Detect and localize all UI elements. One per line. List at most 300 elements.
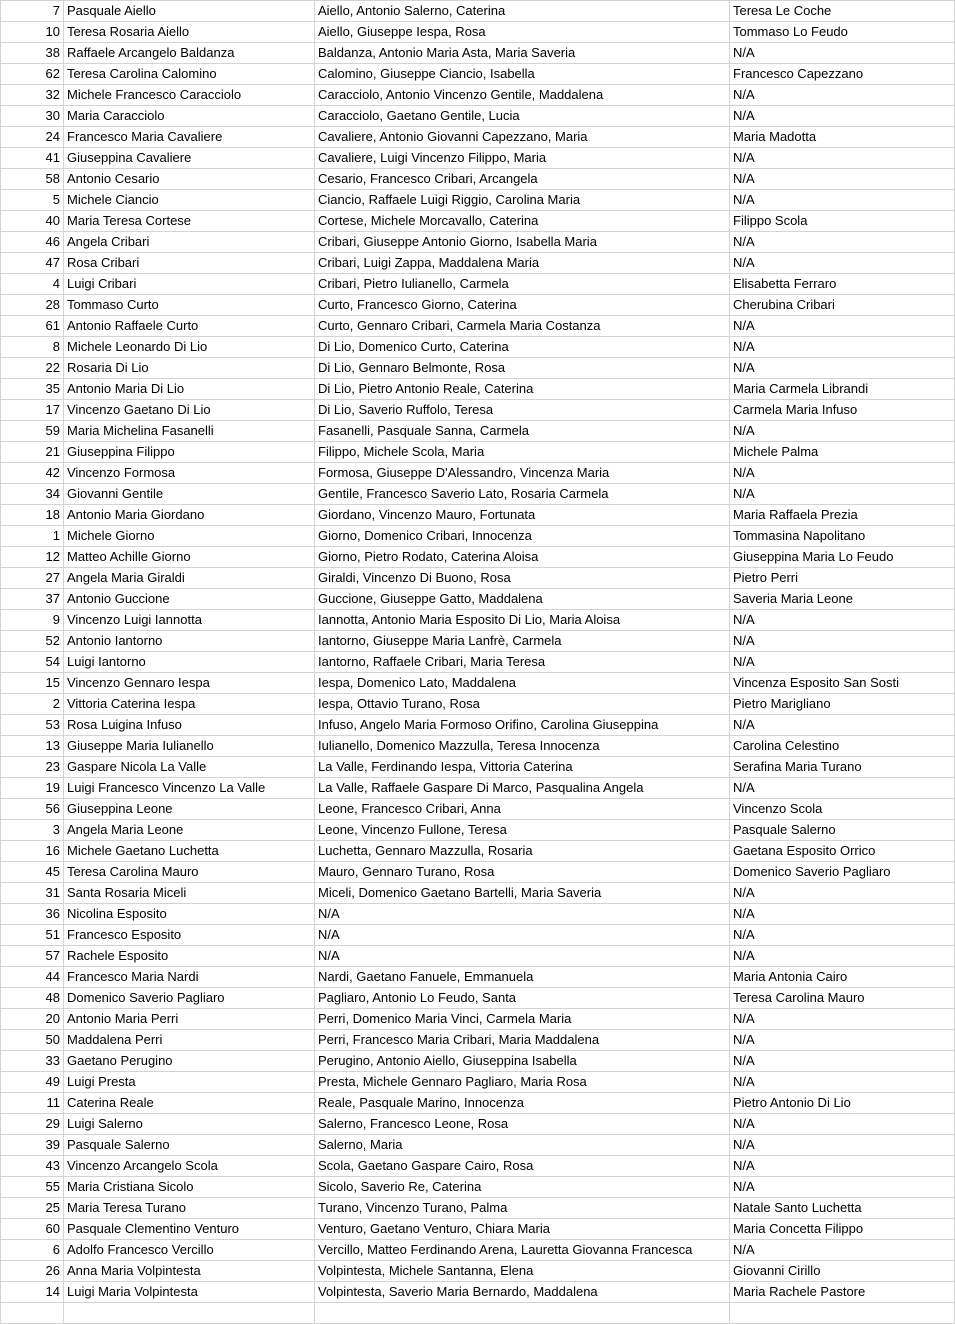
- cell-name[interactable]: [64, 1303, 315, 1324]
- cell-spouse[interactable]: N/A: [730, 631, 955, 652]
- cell-spouse[interactable]: N/A: [730, 1051, 955, 1072]
- cell-id[interactable]: 11: [1, 1093, 64, 1114]
- cell-parents[interactable]: Iespa, Ottavio Turano, Rosa: [315, 694, 730, 715]
- cell-spouse[interactable]: N/A: [730, 883, 955, 904]
- cell-id[interactable]: 12: [1, 547, 64, 568]
- cell-parents[interactable]: Venturo, Gaetano Venturo, Chiara Maria: [315, 1219, 730, 1240]
- table-row: [1, 820, 955, 841]
- cell-parents[interactable]: Reale, Pasquale Marino, Innocenza: [315, 1093, 730, 1114]
- cell-parents[interactable]: Aiello, Giuseppe Iespa, Rosa: [315, 22, 730, 43]
- cell-id[interactable]: 52: [1, 631, 64, 652]
- cell-id[interactable]: 51: [1, 925, 64, 946]
- table-row: [1, 1, 955, 22]
- cell-parents[interactable]: Turano, Vincenzo Turano, Palma: [315, 1198, 730, 1219]
- cell-name[interactable]: Antonio Cesario: [64, 169, 315, 190]
- cell-parents[interactable]: N/A: [315, 946, 730, 967]
- cell-name[interactable]: Francesco Maria Cavaliere: [64, 127, 315, 148]
- cell-id[interactable]: 2: [1, 694, 64, 715]
- cell-parents[interactable]: Gentile, Francesco Saverio Lato, Rosaria Carmela: [315, 484, 730, 505]
- cell-spouse[interactable]: N/A: [730, 106, 955, 127]
- cell-parents[interactable]: Giorno, Domenico Cribari, Innocenza: [315, 526, 730, 547]
- cell-id[interactable]: 6: [1, 1240, 64, 1261]
- cell-name[interactable]: Michele Gaetano Luchetta: [64, 841, 315, 862]
- cell-spouse[interactable]: N/A: [730, 148, 955, 169]
- cell-name[interactable]: Giovanni Gentile: [64, 484, 315, 505]
- cell-id[interactable]: 49: [1, 1072, 64, 1093]
- cell-parents[interactable]: Luchetta, Gennaro Mazzulla, Rosaria: [315, 841, 730, 862]
- cell-name[interactable]: Angela Maria Leone: [64, 820, 315, 841]
- table-row: [1, 232, 955, 253]
- cell-id[interactable]: 26: [1, 1261, 64, 1282]
- cell-spouse[interactable]: Giuseppina Maria Lo Feudo: [730, 547, 955, 568]
- cell-spouse[interactable]: N/A: [730, 421, 955, 442]
- cell-id[interactable]: 1: [1, 526, 64, 547]
- cell-name[interactable]: Maria Michelina Fasanelli: [64, 421, 315, 442]
- cell-id[interactable]: 13: [1, 736, 64, 757]
- cell-spouse[interactable]: N/A: [730, 946, 955, 967]
- table-row: [1, 463, 955, 484]
- cell-id[interactable]: 34: [1, 484, 64, 505]
- cell-parents[interactable]: Cavaliere, Antonio Giovanni Capezzano, Maria: [315, 127, 730, 148]
- cell-id[interactable]: 21: [1, 442, 64, 463]
- cell-spouse[interactable]: Tommasina Napolitano: [730, 526, 955, 547]
- cell-name[interactable]: Angela Maria Giraldi: [64, 568, 315, 589]
- cell-spouse[interactable]: N/A: [730, 1030, 955, 1051]
- cell-parents[interactable]: Sicolo, Saverio Re, Caterina: [315, 1177, 730, 1198]
- cell-spouse[interactable]: N/A: [730, 190, 955, 211]
- cell-parents[interactable]: Volpintesta, Saverio Maria Bernardo, Maddalena: [315, 1282, 730, 1303]
- table-row: [1, 673, 955, 694]
- cell-parents[interactable]: Volpintesta, Michele Santanna, Elena: [315, 1261, 730, 1282]
- cell-name[interactable]: Teresa Carolina Mauro: [64, 862, 315, 883]
- cell-spouse[interactable]: N/A: [730, 1009, 955, 1030]
- cell-id[interactable]: 4: [1, 274, 64, 295]
- table-row: [1, 1135, 955, 1156]
- cell-id[interactable]: 19: [1, 778, 64, 799]
- cell-name[interactable]: Vincenzo Formosa: [64, 463, 315, 484]
- table-row: [1, 274, 955, 295]
- cell-spouse[interactable]: Gaetana Esposito Orrico: [730, 841, 955, 862]
- cell-id[interactable]: 22: [1, 358, 64, 379]
- table-row: [1, 715, 955, 736]
- cell-id[interactable]: 45: [1, 862, 64, 883]
- cell-name[interactable]: Maddalena Perri: [64, 1030, 315, 1051]
- cell-spouse[interactable]: N/A: [730, 253, 955, 274]
- cell-id[interactable]: 24: [1, 127, 64, 148]
- cell-name[interactable]: Antonio Guccione: [64, 589, 315, 610]
- cell-parents[interactable]: Giorno, Pietro Rodato, Caterina Aloisa: [315, 547, 730, 568]
- cell-name[interactable]: Luigi Francesco Vincenzo La Valle: [64, 778, 315, 799]
- cell-name[interactable]: Santa Rosaria Miceli: [64, 883, 315, 904]
- cell-name[interactable]: Maria Teresa Turano: [64, 1198, 315, 1219]
- cell-spouse[interactable]: Cherubina Cribari: [730, 295, 955, 316]
- cell-spouse[interactable]: Natale Santo Luchetta: [730, 1198, 955, 1219]
- cell-id[interactable]: 39: [1, 1135, 64, 1156]
- cell-parents[interactable]: Perri, Francesco Maria Cribari, Maria Maddalena: [315, 1030, 730, 1051]
- table-row: [1, 778, 955, 799]
- cell-name[interactable]: Vittoria Caterina Iespa: [64, 694, 315, 715]
- cell-spouse[interactable]: Pietro Perri: [730, 568, 955, 589]
- cell-name[interactable]: Luigi Iantorno: [64, 652, 315, 673]
- cell-spouse[interactable]: Pasquale Salerno: [730, 820, 955, 841]
- cell-parents[interactable]: Filippo, Michele Scola, Maria: [315, 442, 730, 463]
- table-row: [1, 841, 955, 862]
- cell-parents[interactable]: Iespa, Domenico Lato, Maddalena: [315, 673, 730, 694]
- table-row: [1, 316, 955, 337]
- table-row: [1, 505, 955, 526]
- cell-spouse[interactable]: Serafina Maria Turano: [730, 757, 955, 778]
- cell-parents[interactable]: Calomino, Giuseppe Ciancio, Isabella: [315, 64, 730, 85]
- cell-parents[interactable]: La Valle, Raffaele Gaspare Di Marco, Pasqualina Angela: [315, 778, 730, 799]
- cell-parents[interactable]: Iulianello, Domenico Mazzulla, Teresa Innocenza: [315, 736, 730, 757]
- cell-parents[interactable]: Fasanelli, Pasquale Sanna, Carmela: [315, 421, 730, 442]
- cell-id[interactable]: 35: [1, 379, 64, 400]
- cell-name[interactable]: Michele Francesco Caracciolo: [64, 85, 315, 106]
- cell-spouse[interactable]: Elisabetta Ferraro: [730, 274, 955, 295]
- cell-name[interactable]: Rosaria Di Lio: [64, 358, 315, 379]
- cell-spouse[interactable]: N/A: [730, 1156, 955, 1177]
- cell-id[interactable]: 60: [1, 1219, 64, 1240]
- cell-id[interactable]: 43: [1, 1156, 64, 1177]
- cell-spouse[interactable]: Maria Madotta: [730, 127, 955, 148]
- cell-spouse[interactable]: N/A: [730, 1240, 955, 1261]
- cell-spouse[interactable]: Teresa Carolina Mauro: [730, 988, 955, 1009]
- cell-parents[interactable]: Caracciolo, Gaetano Gentile, Lucia: [315, 106, 730, 127]
- cell-name[interactable]: Tommaso Curto: [64, 295, 315, 316]
- cell-name[interactable]: Vincenzo Gennaro Iespa: [64, 673, 315, 694]
- cell-name[interactable]: Raffaele Arcangelo Baldanza: [64, 43, 315, 64]
- table-row: [1, 442, 955, 463]
- cell-parents[interactable]: Infuso, Angelo Maria Formoso Orifino, Carolina Giuseppina: [315, 715, 730, 736]
- cell-spouse[interactable]: Saveria Maria Leone: [730, 589, 955, 610]
- cell-spouse[interactable]: Maria Antonia Cairo: [730, 967, 955, 988]
- cell-id[interactable]: 58: [1, 169, 64, 190]
- cell-parents[interactable]: Giordano, Vincenzo Mauro, Fortunata: [315, 505, 730, 526]
- cell-name[interactable]: Vincenzo Arcangelo Scola: [64, 1156, 315, 1177]
- table-row: [1, 1051, 955, 1072]
- cell-id[interactable]: 14: [1, 1282, 64, 1303]
- cell-name[interactable]: Teresa Carolina Calomino: [64, 64, 315, 85]
- cell-spouse[interactable]: N/A: [730, 484, 955, 505]
- cell-id[interactable]: 61: [1, 316, 64, 337]
- cell-name[interactable]: Antonio Maria Giordano: [64, 505, 315, 526]
- cell-parents[interactable]: Curto, Francesco Giorno, Caterina: [315, 295, 730, 316]
- cell-spouse[interactable]: Filippo Scola: [730, 211, 955, 232]
- table-row: [1, 631, 955, 652]
- cell-id[interactable]: 48: [1, 988, 64, 1009]
- cell-id[interactable]: 8: [1, 337, 64, 358]
- cell-spouse[interactable]: Vincenza Esposito San Sosti: [730, 673, 955, 694]
- cell-spouse[interactable]: N/A: [730, 1072, 955, 1093]
- cell-parents[interactable]: Di Lio, Saverio Ruffolo, Teresa: [315, 400, 730, 421]
- table-row: [1, 211, 955, 232]
- table-row: [1, 862, 955, 883]
- cell-name[interactable]: Luigi Cribari: [64, 274, 315, 295]
- cell-name[interactable]: Maria Caracciolo: [64, 106, 315, 127]
- cell-parents[interactable]: Leone, Francesco Cribari, Anna: [315, 799, 730, 820]
- cell-id[interactable]: 32: [1, 85, 64, 106]
- table-row: [1, 1240, 955, 1261]
- cell-id[interactable]: 17: [1, 400, 64, 421]
- cell-parents[interactable]: Perri, Domenico Maria Vinci, Carmela Maria: [315, 1009, 730, 1030]
- cell-name[interactable]: Adolfo Francesco Vercillo: [64, 1240, 315, 1261]
- cell-id[interactable]: 9: [1, 610, 64, 631]
- cell-id[interactable]: 5: [1, 190, 64, 211]
- cell-parents[interactable]: Iantorno, Giuseppe Maria Lanfrè, Carmela: [315, 631, 730, 652]
- cell-id[interactable]: 46: [1, 232, 64, 253]
- cell-parents[interactable]: Guccione, Giuseppe Gatto, Maddalena: [315, 589, 730, 610]
- table-row: [1, 799, 955, 820]
- cell-spouse[interactable]: N/A: [730, 316, 955, 337]
- cell-parents[interactable]: Cortese, Michele Morcavallo, Caterina: [315, 211, 730, 232]
- cell-id[interactable]: 37: [1, 589, 64, 610]
- cell-name[interactable]: Giuseppina Cavaliere: [64, 148, 315, 169]
- cell-spouse[interactable]: N/A: [730, 652, 955, 673]
- table-row: [1, 1093, 955, 1114]
- cell-id[interactable]: [1, 1303, 64, 1324]
- table-row: [1, 1198, 955, 1219]
- table-row: [1, 925, 955, 946]
- cell-id[interactable]: 16: [1, 841, 64, 862]
- table-row: [1, 1009, 955, 1030]
- cell-spouse[interactable]: Carmela Maria Infuso: [730, 400, 955, 421]
- cell-id[interactable]: 38: [1, 43, 64, 64]
- cell-name[interactable]: Rachele Esposito: [64, 946, 315, 967]
- cell-parents[interactable]: Leone, Vincenzo Fullone, Teresa: [315, 820, 730, 841]
- cell-spouse[interactable]: Maria Raffaela Prezia: [730, 505, 955, 526]
- cell-id[interactable]: 15: [1, 673, 64, 694]
- table-row: [1, 1282, 955, 1303]
- cell-spouse[interactable]: N/A: [730, 337, 955, 358]
- table-row: [1, 1030, 955, 1051]
- table-row: [1, 547, 955, 568]
- cell-parents[interactable]: Cavaliere, Luigi Vincenzo Filippo, Maria: [315, 148, 730, 169]
- cell-spouse[interactable]: Michele Palma: [730, 442, 955, 463]
- cell-parents[interactable]: Di Lio, Domenico Curto, Caterina: [315, 337, 730, 358]
- cell-spouse[interactable]: N/A: [730, 1177, 955, 1198]
- table-row: [1, 1219, 955, 1240]
- cell-id[interactable]: 7: [1, 1, 64, 22]
- cell-spouse[interactable]: Pietro Antonio Di Lio: [730, 1093, 955, 1114]
- cell-spouse[interactable]: Teresa Le Coche: [730, 1, 955, 22]
- cell-spouse[interactable]: N/A: [730, 463, 955, 484]
- cell-parents[interactable]: Presta, Michele Gennaro Pagliaro, Maria Rosa: [315, 1072, 730, 1093]
- cell-name[interactable]: Caterina Reale: [64, 1093, 315, 1114]
- cell-id[interactable]: 23: [1, 757, 64, 778]
- cell-spouse[interactable]: N/A: [730, 358, 955, 379]
- cell-id[interactable]: 28: [1, 295, 64, 316]
- cell-spouse[interactable]: N/A: [730, 43, 955, 64]
- cell-parents[interactable]: Aiello, Antonio Salerno, Caterina: [315, 1, 730, 22]
- table-row: [1, 190, 955, 211]
- cell-name[interactable]: Antonio Maria Perri: [64, 1009, 315, 1030]
- cell-parents[interactable]: Formosa, Giuseppe D'Alessandro, Vincenza Maria: [315, 463, 730, 484]
- cell-spouse[interactable]: Vincenzo Scola: [730, 799, 955, 820]
- cell-spouse[interactable]: Maria Carmela Librandi: [730, 379, 955, 400]
- cell-name[interactable]: Teresa Rosaria Aiello: [64, 22, 315, 43]
- cell-name[interactable]: Francesco Maria Nardi: [64, 967, 315, 988]
- table-row: [1, 43, 955, 64]
- cell-parents[interactable]: Salerno, Maria: [315, 1135, 730, 1156]
- cell-name[interactable]: Luigi Salerno: [64, 1114, 315, 1135]
- cell-spouse[interactable]: Pietro Marigliano: [730, 694, 955, 715]
- cell-name[interactable]: Giuseppina Leone: [64, 799, 315, 820]
- cell-parents[interactable]: Baldanza, Antonio Maria Asta, Maria Saveria: [315, 43, 730, 64]
- table-row: [1, 106, 955, 127]
- cell-name[interactable]: Michele Leonardo Di Lio: [64, 337, 315, 358]
- cell-spouse[interactable]: N/A: [730, 904, 955, 925]
- cell-name[interactable]: Maria Teresa Cortese: [64, 211, 315, 232]
- cell-parents[interactable]: Cribari, Luigi Zappa, Maddalena Maria: [315, 253, 730, 274]
- cell-id[interactable]: 29: [1, 1114, 64, 1135]
- cell-parents[interactable]: Iannotta, Antonio Maria Esposito Di Lio, Maria Aloisa: [315, 610, 730, 631]
- cell-spouse[interactable]: [730, 1303, 955, 1324]
- cell-id[interactable]: 33: [1, 1051, 64, 1072]
- cell-name[interactable]: Maria Cristiana Sicolo: [64, 1177, 315, 1198]
- cell-name[interactable]: Rosa Cribari: [64, 253, 315, 274]
- cell-id[interactable]: 18: [1, 505, 64, 526]
- cell-parents[interactable]: Miceli, Domenico Gaetano Bartelli, Maria Saveria: [315, 883, 730, 904]
- cell-parents[interactable]: Di Lio, Pietro Antonio Reale, Caterina: [315, 379, 730, 400]
- cell-parents[interactable]: Vercillo, Matteo Ferdinando Arena, Lauretta Giovanna Francesca: [315, 1240, 730, 1261]
- cell-id[interactable]: 3: [1, 820, 64, 841]
- cell-spouse[interactable]: Carolina Celestino: [730, 736, 955, 757]
- table-row: [1, 127, 955, 148]
- cell-parents[interactable]: Di Lio, Gennaro Belmonte, Rosa: [315, 358, 730, 379]
- cell-spouse[interactable]: Giovanni Cirillo: [730, 1261, 955, 1282]
- cell-name[interactable]: Domenico Saverio Pagliaro: [64, 988, 315, 1009]
- table-row: [1, 904, 955, 925]
- cell-name[interactable]: Vincenzo Luigi Iannotta: [64, 610, 315, 631]
- cell-spouse[interactable]: Tommaso Lo Feudo: [730, 22, 955, 43]
- cell-name[interactable]: Anna Maria Volpintesta: [64, 1261, 315, 1282]
- cell-name[interactable]: Luigi Maria Volpintesta: [64, 1282, 315, 1303]
- cell-name[interactable]: Michele Ciancio: [64, 190, 315, 211]
- table-row: [1, 85, 955, 106]
- cell-name[interactable]: Francesco Esposito: [64, 925, 315, 946]
- cell-id[interactable]: 36: [1, 904, 64, 925]
- table-row: [1, 337, 955, 358]
- table-row: [1, 148, 955, 169]
- cell-id[interactable]: 41: [1, 148, 64, 169]
- cell-spouse[interactable]: N/A: [730, 85, 955, 106]
- cell-name[interactable]: Luigi Presta: [64, 1072, 315, 1093]
- cell-id[interactable]: 50: [1, 1030, 64, 1051]
- cell-spouse[interactable]: Francesco Capezzano: [730, 64, 955, 85]
- cell-spouse[interactable]: N/A: [730, 1114, 955, 1135]
- cell-parents[interactable]: Mauro, Gennaro Turano, Rosa: [315, 862, 730, 883]
- cell-id[interactable]: 53: [1, 715, 64, 736]
- cell-parents[interactable]: Iantorno, Raffaele Cribari, Maria Teresa: [315, 652, 730, 673]
- table-row: [1, 589, 955, 610]
- cell-name[interactable]: Nicolina Esposito: [64, 904, 315, 925]
- cell-id[interactable]: 42: [1, 463, 64, 484]
- cell-spouse[interactable]: Maria Concetta Filippo: [730, 1219, 955, 1240]
- cell-parents[interactable]: Salerno, Francesco Leone, Rosa: [315, 1114, 730, 1135]
- table-row: [1, 568, 955, 589]
- table-row: [1, 253, 955, 274]
- table-row: [1, 22, 955, 43]
- table-row: [1, 1156, 955, 1177]
- cell-parents[interactable]: N/A: [315, 925, 730, 946]
- table-row: [1, 736, 955, 757]
- cell-name[interactable]: Giuseppina Filippo: [64, 442, 315, 463]
- cell-spouse[interactable]: N/A: [730, 1135, 955, 1156]
- cell-id[interactable]: 20: [1, 1009, 64, 1030]
- cell-name[interactable]: Vincenzo Gaetano Di Lio: [64, 400, 315, 421]
- cell-name[interactable]: Antonio Raffaele Curto: [64, 316, 315, 337]
- cell-parents[interactable]: N/A: [315, 904, 730, 925]
- cell-spouse[interactable]: N/A: [730, 610, 955, 631]
- cell-spouse[interactable]: N/A: [730, 715, 955, 736]
- cell-id[interactable]: 47: [1, 253, 64, 274]
- cell-spouse[interactable]: Domenico Saverio Pagliaro: [730, 862, 955, 883]
- cell-parents[interactable]: Ciancio, Raffaele Luigi Riggio, Carolina Maria: [315, 190, 730, 211]
- cell-parents[interactable]: Caracciolo, Antonio Vincenzo Gentile, Maddalena: [315, 85, 730, 106]
- cell-id[interactable]: 56: [1, 799, 64, 820]
- cell-id[interactable]: 31: [1, 883, 64, 904]
- cell-name[interactable]: Pasquale Aiello: [64, 1, 315, 22]
- cell-name[interactable]: Michele Giorno: [64, 526, 315, 547]
- cell-parents[interactable]: Pagliaro, Antonio Lo Feudo, Santa: [315, 988, 730, 1009]
- table-row: [1, 484, 955, 505]
- cell-spouse[interactable]: Maria Rachele Pastore: [730, 1282, 955, 1303]
- cell-parents[interactable]: Giraldi, Vincenzo Di Buono, Rosa: [315, 568, 730, 589]
- cell-spouse[interactable]: N/A: [730, 778, 955, 799]
- cell-parents[interactable]: Perugino, Antonio Aiello, Giuseppina Isabella: [315, 1051, 730, 1072]
- cell-name[interactable]: Giuseppe Maria Iulianello: [64, 736, 315, 757]
- cell-name[interactable]: Gaetano Perugino: [64, 1051, 315, 1072]
- cell-parents[interactable]: Cribari, Giuseppe Antonio Giorno, Isabella Maria: [315, 232, 730, 253]
- cell-parents[interactable]: Cesario, Francesco Cribari, Arcangela: [315, 169, 730, 190]
- cell-name[interactable]: Pasquale Clementino Venturo: [64, 1219, 315, 1240]
- cell-id[interactable]: 62: [1, 64, 64, 85]
- cell-name[interactable]: Antonio Iantorno: [64, 631, 315, 652]
- cell-id[interactable]: 57: [1, 946, 64, 967]
- cell-parents[interactable]: Scola, Gaetano Gaspare Cairo, Rosa: [315, 1156, 730, 1177]
- cell-parents[interactable]: La Valle, Ferdinando Iespa, Vittoria Caterina: [315, 757, 730, 778]
- table-row: [1, 1072, 955, 1093]
- cell-id[interactable]: 55: [1, 1177, 64, 1198]
- cell-name[interactable]: Antonio Maria Di Lio: [64, 379, 315, 400]
- cell-spouse[interactable]: N/A: [730, 232, 955, 253]
- cell-name[interactable]: Rosa Luigina Infuso: [64, 715, 315, 736]
- cell-parents[interactable]: [315, 1303, 730, 1324]
- cell-parents[interactable]: Curto, Gennaro Cribari, Carmela Maria Costanza: [315, 316, 730, 337]
- cell-name[interactable]: Angela Cribari: [64, 232, 315, 253]
- cell-id[interactable]: 25: [1, 1198, 64, 1219]
- cell-name[interactable]: Matteo Achille Giorno: [64, 547, 315, 568]
- table-row: [1, 64, 955, 85]
- cell-name[interactable]: Pasquale Salerno: [64, 1135, 315, 1156]
- table-row: [1, 988, 955, 1009]
- cell-parents[interactable]: Cribari, Pietro Iulianello, Carmela: [315, 274, 730, 295]
- cell-id[interactable]: 27: [1, 568, 64, 589]
- table-row: [1, 1303, 955, 1324]
- cell-id[interactable]: 59: [1, 421, 64, 442]
- cell-parents[interactable]: Nardi, Gaetano Fanuele, Emmanuela: [315, 967, 730, 988]
- table-row: [1, 169, 955, 190]
- table-row: [1, 379, 955, 400]
- cell-id[interactable]: 54: [1, 652, 64, 673]
- cell-id[interactable]: 10: [1, 22, 64, 43]
- cell-id[interactable]: 44: [1, 967, 64, 988]
- cell-id[interactable]: 40: [1, 211, 64, 232]
- cell-name[interactable]: Gaspare Nicola La Valle: [64, 757, 315, 778]
- cell-spouse[interactable]: N/A: [730, 925, 955, 946]
- cell-spouse[interactable]: N/A: [730, 169, 955, 190]
- cell-id[interactable]: 30: [1, 106, 64, 127]
